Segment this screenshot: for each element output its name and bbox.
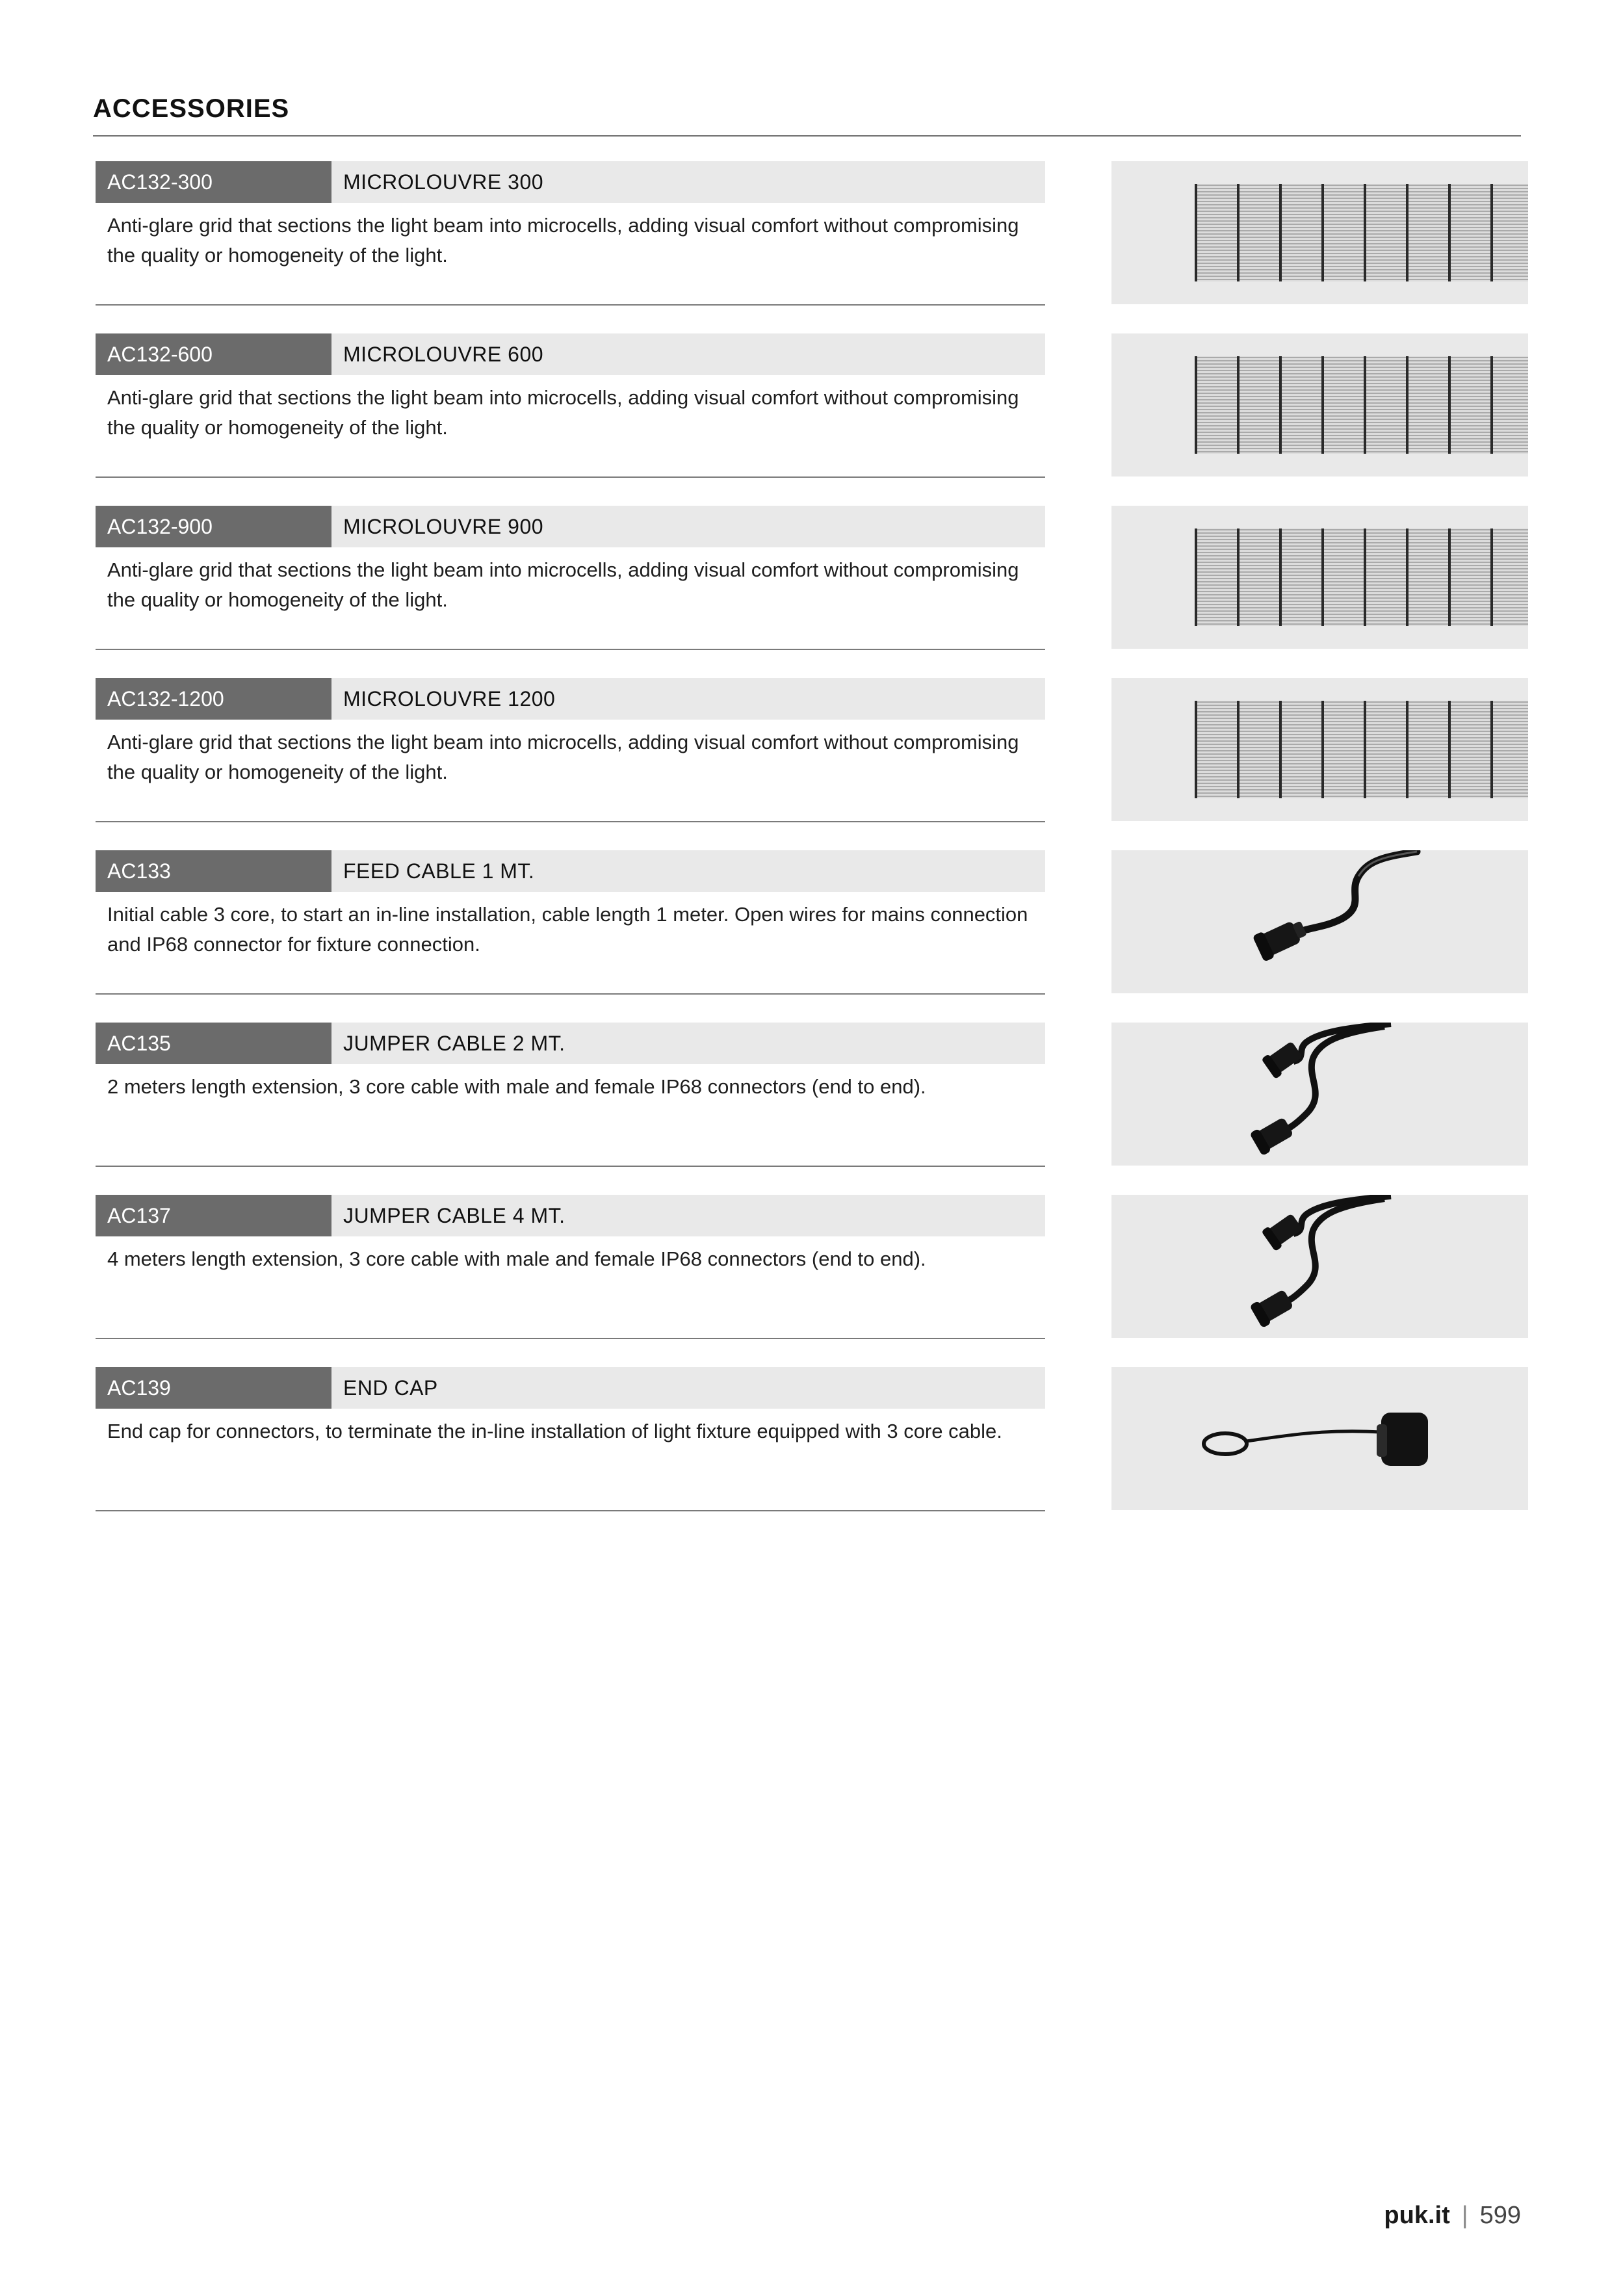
item-header: [96, 506, 1045, 547]
item-name: END CAP: [343, 1376, 438, 1400]
item-description: 2 meters length extension, 3 core cable with male and female IP68 connectors (end to end).: [107, 1075, 926, 1098]
accessory-item-ac135: [96, 1023, 1528, 1167]
feed-cable-image: [1111, 850, 1528, 993]
item-code: AC132-600: [96, 333, 331, 375]
microlouvre-grid-icon: [1111, 333, 1528, 476]
item-divider: [96, 476, 1045, 478]
item-divider: [96, 1510, 1045, 1511]
footer-separator: |: [1461, 2202, 1468, 2229]
item-divider: [96, 304, 1045, 306]
microlouvre-grid-image: [1111, 678, 1528, 821]
microlouvre-grid-icon: [1111, 678, 1528, 821]
item-code: AC132-300: [96, 161, 331, 203]
page-number: 599: [1479, 2202, 1521, 2229]
item-header: [96, 1195, 1045, 1236]
item-description: Anti-glare grid that sections the light beam into microcells, adding visual comfort without compromising the quality or homogeneity of the light.: [107, 214, 1019, 267]
item-header: [96, 333, 1045, 375]
accessory-item-ac137: [96, 1195, 1528, 1339]
item-description: Anti-glare grid that sections the light beam into microcells, adding visual comfort without compromising the quality or homogeneity of the light.: [107, 558, 1019, 611]
jumper-cable-icon: [1111, 1195, 1528, 1338]
item-name: JUMPER CABLE 4 MT.: [343, 1204, 565, 1227]
item-name: FEED CABLE 1 MT.: [343, 859, 535, 883]
item-description: Anti-glare grid that sections the light beam into microcells, adding visual comfort without compromising the quality or homogeneity of the light.: [107, 731, 1019, 783]
item-divider: [96, 1166, 1045, 1167]
feed-cable-icon: [1111, 850, 1528, 993]
item-divider: [96, 993, 1045, 995]
item-divider: [96, 821, 1045, 822]
item-code: AC132-1200: [96, 678, 331, 720]
end-cap-image: [1111, 1367, 1528, 1510]
microlouvre-grid-image: [1111, 333, 1528, 476]
item-header: [96, 1023, 1045, 1064]
accessory-item-ac132-600: [96, 333, 1528, 478]
item-code: AC137: [96, 1195, 331, 1236]
page-title: ACCESSORIES: [93, 94, 290, 123]
accessory-item-ac132-300: [96, 161, 1528, 306]
jumper-cable-image: [1111, 1195, 1528, 1338]
item-code: AC132-900: [96, 506, 331, 547]
microlouvre-grid-icon: [1111, 506, 1528, 649]
item-description: 4 meters length extension, 3 core cable with male and female IP68 connectors (end to end).: [107, 1247, 926, 1270]
item-code: AC135: [96, 1023, 331, 1064]
item-name: MICROLOUVRE 600: [343, 343, 544, 366]
item-name: JUMPER CABLE 2 MT.: [343, 1032, 565, 1055]
item-header: [96, 161, 1045, 203]
item-name: MICROLOUVRE 300: [343, 170, 544, 194]
accessory-item-ac133: [96, 850, 1528, 995]
item-divider: [96, 1338, 1045, 1339]
accessory-item-ac139: [96, 1367, 1528, 1511]
item-description: End cap for connectors, to terminate the in-line installation of light fixture equipped with 3 core cable.: [107, 1420, 1002, 1442]
item-header: [96, 1367, 1045, 1409]
end-cap-icon: [1111, 1367, 1528, 1510]
microlouvre-grid-image: [1111, 506, 1528, 649]
jumper-cable-icon: [1111, 1023, 1528, 1166]
item-code: AC139: [96, 1367, 331, 1409]
jumper-cable-image: [1111, 1023, 1528, 1166]
item-name: MICROLOUVRE 1200: [343, 687, 556, 711]
item-divider: [96, 649, 1045, 650]
microlouvre-grid-image: [1111, 161, 1528, 304]
footer-site[interactable]: puk.it: [1384, 2202, 1450, 2229]
accessory-item-ac132-900: [96, 506, 1528, 650]
title-divider: [93, 135, 1521, 137]
page-footer: [1384, 2202, 1521, 2230]
microlouvre-grid-icon: [1111, 161, 1528, 304]
item-header: [96, 678, 1045, 720]
accessory-item-ac132-1200: [96, 678, 1528, 822]
item-description: Anti-glare grid that sections the light beam into microcells, adding visual comfort without compromising the quality or homogeneity of the light.: [107, 386, 1019, 439]
item-name: MICROLOUVRE 900: [343, 515, 544, 538]
item-description: Initial cable 3 core, to start an in-line installation, cable length 1 meter. Open wires for mains connection and IP68 connector for fixture connection.: [107, 903, 1028, 956]
item-header: [96, 850, 1045, 892]
item-code: AC133: [96, 850, 331, 892]
